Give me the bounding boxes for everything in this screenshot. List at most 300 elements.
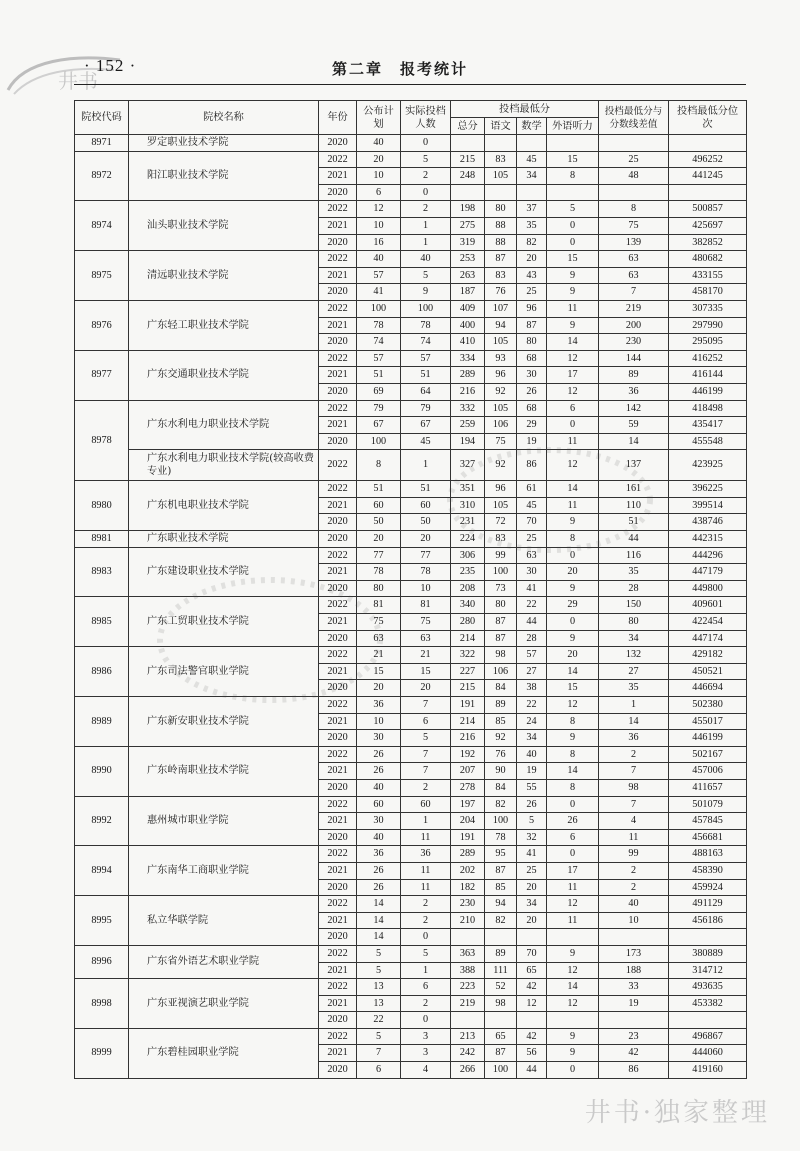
cell-year: 2021: [319, 663, 357, 680]
cell-listening: 11: [547, 912, 599, 929]
cell-math: 70: [517, 514, 547, 531]
admission-table-container: [74, 100, 746, 1079]
cell-diff: 2: [599, 862, 669, 879]
cell-total: 208: [451, 580, 485, 597]
cell-total: 409: [451, 300, 485, 317]
cell-plan: 40: [357, 251, 401, 268]
cell-chinese: 100: [485, 813, 517, 830]
cell-actual: 5: [401, 267, 451, 284]
cell-total: [451, 929, 485, 946]
cell-chinese: 82: [485, 912, 517, 929]
cell-year: 2021: [319, 497, 357, 514]
cell-listening: 9: [547, 1045, 599, 1062]
cell-diff: 34: [599, 630, 669, 647]
cell-plan: 21: [357, 647, 401, 664]
cell-actual: 75: [401, 614, 451, 631]
cell-plan: 36: [357, 697, 401, 714]
cell-diff: 219: [599, 300, 669, 317]
table-row: [75, 746, 747, 763]
cell-actual: 5: [401, 730, 451, 747]
cell-diff: 110: [599, 497, 669, 514]
cell-plan: 40: [357, 135, 401, 152]
cell-actual: 2: [401, 896, 451, 913]
school-code: 8972: [75, 151, 129, 201]
cell-actual: 20: [401, 680, 451, 697]
cell-diff: 188: [599, 962, 669, 979]
cell-year: 2021: [319, 367, 357, 384]
cell-math: 45: [517, 151, 547, 168]
cell-math: 22: [517, 697, 547, 714]
cell-listening: 0: [547, 614, 599, 631]
cell-diff: 14: [599, 433, 669, 450]
cell-total: 194: [451, 433, 485, 450]
cell-plan: 6: [357, 1062, 401, 1079]
cell-plan: 41: [357, 284, 401, 301]
cell-math: 35: [517, 217, 547, 234]
cell-rank: 295095: [669, 334, 747, 351]
cell-year: 2020: [319, 829, 357, 846]
cell-year: 2022: [319, 1028, 357, 1045]
cell-diff: [599, 135, 669, 152]
cell-diff: 2: [599, 879, 669, 896]
school-code: 8990: [75, 746, 129, 796]
cell-plan: 15: [357, 663, 401, 680]
cell-rank: 396225: [669, 481, 747, 498]
cell-listening: 0: [547, 796, 599, 813]
table-body: [75, 135, 747, 1079]
table-row: [75, 846, 747, 863]
cell-chinese: 85: [485, 713, 517, 730]
cell-actual: 77: [401, 547, 451, 564]
cell-rank: 307335: [669, 300, 747, 317]
cell-math: 68: [517, 400, 547, 417]
school-code: 8975: [75, 251, 129, 301]
school-name: 广东省外语艺术职业学院: [129, 945, 319, 978]
cell-diff: 99: [599, 846, 669, 863]
cell-math: 82: [517, 234, 547, 251]
cell-total: 187: [451, 284, 485, 301]
school-name-high-fee: 广东水利电力职业技术学院(较高收费专业): [129, 450, 319, 481]
cell-listening: 11: [547, 879, 599, 896]
cell-math: 20: [517, 879, 547, 896]
cell-listening: 0: [547, 846, 599, 863]
cell-actual: 64: [401, 383, 451, 400]
cell-actual: 21: [401, 647, 451, 664]
cell-listening: 14: [547, 663, 599, 680]
cell-math: 26: [517, 383, 547, 400]
cell-diff: 137: [599, 450, 669, 481]
cell-diff: 116: [599, 547, 669, 564]
cell-diff: 139: [599, 234, 669, 251]
cell-diff: 33: [599, 979, 669, 996]
cell-actual: 60: [401, 796, 451, 813]
cell-total: [451, 1012, 485, 1029]
cell-chinese: 94: [485, 317, 517, 334]
cell-chinese: 85: [485, 879, 517, 896]
cell-chinese: [485, 929, 517, 946]
cell-year: 2022: [319, 400, 357, 417]
cell-year: 2022: [319, 151, 357, 168]
cell-plan: 36: [357, 846, 401, 863]
cell-actual: 81: [401, 597, 451, 614]
cell-plan: 30: [357, 813, 401, 830]
cell-listening: 14: [547, 979, 599, 996]
cell-total: 215: [451, 151, 485, 168]
cell-plan: 5: [357, 1028, 401, 1045]
cell-plan: 26: [357, 879, 401, 896]
cell-plan: 60: [357, 497, 401, 514]
cell-year: 2021: [319, 713, 357, 730]
cell-year: 2022: [319, 896, 357, 913]
cell-rank: [669, 1012, 747, 1029]
cell-total: 319: [451, 234, 485, 251]
cell-actual: 51: [401, 367, 451, 384]
cell-diff: 7: [599, 284, 669, 301]
cell-year: 2022: [319, 547, 357, 564]
cell-total: 198: [451, 201, 485, 218]
cell-rank: 446199: [669, 730, 747, 747]
cell-total: 207: [451, 763, 485, 780]
cell-rank: 459924: [669, 879, 747, 896]
cell-plan: 10: [357, 713, 401, 730]
cell-math: 63: [517, 547, 547, 564]
cell-total: 214: [451, 630, 485, 647]
cell-plan: 5: [357, 945, 401, 962]
admission-table: [74, 100, 747, 1079]
cell-total: 259: [451, 417, 485, 434]
cell-plan: 57: [357, 267, 401, 284]
cell-listening: 11: [547, 497, 599, 514]
cell-diff: 7: [599, 796, 669, 813]
cell-total: 289: [451, 367, 485, 384]
cell-listening: 8: [547, 531, 599, 548]
cell-math: 22: [517, 597, 547, 614]
cell-chinese: 89: [485, 697, 517, 714]
table-row: [75, 151, 747, 168]
cell-plan: 16: [357, 234, 401, 251]
cell-actual: 1: [401, 217, 451, 234]
school-code: 8986: [75, 647, 129, 697]
cell-plan: 100: [357, 433, 401, 450]
cell-total: 204: [451, 813, 485, 830]
cell-year: 2022: [319, 481, 357, 498]
cell-rank: 409601: [669, 597, 747, 614]
school-name: 罗定职业技术学院: [129, 135, 319, 152]
cell-actual: 11: [401, 829, 451, 846]
cell-math: 55: [517, 779, 547, 796]
cell-year: 2022: [319, 597, 357, 614]
cell-diff: 35: [599, 564, 669, 581]
cell-actual: 11: [401, 879, 451, 896]
cell-listening: 6: [547, 829, 599, 846]
cell-chinese: 83: [485, 267, 517, 284]
cell-total: 202: [451, 862, 485, 879]
cell-actual: 0: [401, 929, 451, 946]
cell-year: 2021: [319, 564, 357, 581]
cell-chinese: 105: [485, 168, 517, 185]
col-chinese: 语文: [485, 118, 517, 135]
cell-plan: 100: [357, 300, 401, 317]
cell-year: 2020: [319, 433, 357, 450]
cell-year: 2020: [319, 135, 357, 152]
cell-total: 216: [451, 730, 485, 747]
cell-rank: 438746: [669, 514, 747, 531]
cell-actual: 3: [401, 1045, 451, 1062]
cell-plan: 7: [357, 1045, 401, 1062]
cell-total: 266: [451, 1062, 485, 1079]
cell-total: 278: [451, 779, 485, 796]
cell-year: 2020: [319, 879, 357, 896]
cell-diff: 75: [599, 217, 669, 234]
cell-year: 2021: [319, 168, 357, 185]
cell-plan: 6: [357, 184, 401, 201]
cell-plan: 78: [357, 317, 401, 334]
cell-actual: 11: [401, 862, 451, 879]
cell-actual: 79: [401, 400, 451, 417]
cell-actual: 1: [401, 450, 451, 481]
cell-total: 332: [451, 400, 485, 417]
cell-plan: 26: [357, 763, 401, 780]
cell-year: 2021: [319, 1045, 357, 1062]
cell-listening: 5: [547, 201, 599, 218]
cell-year: 2022: [319, 201, 357, 218]
cell-math: 38: [517, 680, 547, 697]
cell-math: 44: [517, 1062, 547, 1079]
cell-total: 213: [451, 1028, 485, 1045]
cell-rank: 449800: [669, 580, 747, 597]
cell-math: 44: [517, 614, 547, 631]
cell-math: 40: [517, 746, 547, 763]
cell-listening: 9: [547, 945, 599, 962]
school-name: 汕头职业技术学院: [129, 201, 319, 251]
cell-plan: 26: [357, 746, 401, 763]
table-row: [75, 201, 747, 218]
cell-rank: 422454: [669, 614, 747, 631]
cell-total: 275: [451, 217, 485, 234]
col-diff: 投档最低分与分数线差值: [599, 101, 669, 135]
table-row: [75, 979, 747, 996]
cell-year: 2021: [319, 614, 357, 631]
col-math: 数学: [517, 118, 547, 135]
cell-listening: 8: [547, 713, 599, 730]
cell-plan: 20: [357, 151, 401, 168]
cell-year: 2020: [319, 680, 357, 697]
table-row: [75, 531, 747, 548]
cell-rank: 411657: [669, 779, 747, 796]
cell-rank: 455548: [669, 433, 747, 450]
cell-diff: 89: [599, 367, 669, 384]
cell-diff: 86: [599, 1062, 669, 1079]
cell-chinese: 88: [485, 217, 517, 234]
table-row: [75, 697, 747, 714]
cell-math: 86: [517, 450, 547, 481]
school-code: 8976: [75, 300, 129, 350]
cell-year: 2022: [319, 251, 357, 268]
cell-year: 2022: [319, 450, 357, 481]
cell-listening: 8: [547, 168, 599, 185]
table-row: [75, 251, 747, 268]
cell-total: 224: [451, 531, 485, 548]
cell-chinese: 80: [485, 201, 517, 218]
cell-year: 2020: [319, 531, 357, 548]
cell-diff: 142: [599, 400, 669, 417]
table-row: [75, 481, 747, 498]
cell-total: 263: [451, 267, 485, 284]
cell-diff: 14: [599, 713, 669, 730]
cell-listening: 12: [547, 450, 599, 481]
cell-rank: 416252: [669, 350, 747, 367]
cell-plan: 14: [357, 912, 401, 929]
cell-actual: 20: [401, 531, 451, 548]
cell-diff: 63: [599, 251, 669, 268]
cell-actual: 2: [401, 201, 451, 218]
logo-text: 井书: [58, 69, 98, 93]
cell-chinese: 87: [485, 630, 517, 647]
school-name: 广东水利电力职业技术学院: [129, 400, 319, 450]
school-code: 8992: [75, 796, 129, 846]
cell-actual: 6: [401, 979, 451, 996]
school-name: 广东岭南职业技术学院: [129, 746, 319, 796]
cell-listening: 15: [547, 151, 599, 168]
cell-plan: 50: [357, 514, 401, 531]
cell-diff: 1: [599, 697, 669, 714]
cell-rank: 380889: [669, 945, 747, 962]
cell-actual: 7: [401, 746, 451, 763]
school-code: 8996: [75, 945, 129, 978]
cell-listening: 15: [547, 251, 599, 268]
cell-rank: 418498: [669, 400, 747, 417]
cell-listening: 12: [547, 995, 599, 1012]
school-name: 惠州城市职业学院: [129, 796, 319, 846]
cell-chinese: 82: [485, 796, 517, 813]
cell-math: [517, 184, 547, 201]
cell-chinese: 78: [485, 829, 517, 846]
cell-plan: 63: [357, 630, 401, 647]
cell-math: 87: [517, 317, 547, 334]
cell-total: 388: [451, 962, 485, 979]
cell-listening: [547, 1012, 599, 1029]
cell-diff: 63: [599, 267, 669, 284]
cell-total: 400: [451, 317, 485, 334]
cell-listening: 8: [547, 779, 599, 796]
cell-chinese: 73: [485, 580, 517, 597]
cell-diff: 35: [599, 680, 669, 697]
school-name: 广东亚视演艺职业学院: [129, 979, 319, 1029]
cell-diff: 4: [599, 813, 669, 830]
school-name: 广东机电职业技术学院: [129, 481, 319, 531]
cell-listening: 0: [547, 1062, 599, 1079]
cell-math: 32: [517, 829, 547, 846]
cell-diff: 28: [599, 580, 669, 597]
cell-math: 61: [517, 481, 547, 498]
cell-year: 2021: [319, 962, 357, 979]
cell-rank: 423925: [669, 450, 747, 481]
cell-listening: 17: [547, 862, 599, 879]
cell-diff: 230: [599, 334, 669, 351]
cell-listening: 0: [547, 417, 599, 434]
cell-listening: 12: [547, 350, 599, 367]
cell-actual: 9: [401, 284, 451, 301]
cell-chinese: 87: [485, 614, 517, 631]
cell-chinese: 72: [485, 514, 517, 531]
cell-math: 12: [517, 995, 547, 1012]
cell-diff: 59: [599, 417, 669, 434]
cell-diff: 8: [599, 201, 669, 218]
cell-year: 2020: [319, 284, 357, 301]
school-name: 广东碧桂园职业学院: [129, 1028, 319, 1078]
cell-total: 340: [451, 597, 485, 614]
cell-actual: 51: [401, 481, 451, 498]
cell-chinese: 111: [485, 962, 517, 979]
school-name: 广东建设职业技术学院: [129, 547, 319, 597]
cell-math: 28: [517, 630, 547, 647]
cell-math: 26: [517, 796, 547, 813]
cell-math: 68: [517, 350, 547, 367]
cell-plan: 13: [357, 979, 401, 996]
cell-actual: 3: [401, 1028, 451, 1045]
cell-diff: 98: [599, 779, 669, 796]
cell-total: 253: [451, 251, 485, 268]
col-name: 院校名称: [129, 101, 319, 135]
cell-diff: 10: [599, 912, 669, 929]
cell-listening: 12: [547, 896, 599, 913]
cell-listening: 9: [547, 630, 599, 647]
cell-chinese: 76: [485, 746, 517, 763]
school-name: 广东轻工职业技术学院: [129, 300, 319, 350]
cell-chinese: 98: [485, 647, 517, 664]
school-code: 8971: [75, 135, 129, 152]
cell-listening: 9: [547, 284, 599, 301]
cell-rank: [669, 135, 747, 152]
cell-listening: 9: [547, 267, 599, 284]
cell-rank: 447174: [669, 630, 747, 647]
cell-rank: 382852: [669, 234, 747, 251]
cell-year: 2021: [319, 417, 357, 434]
cell-rank: 444296: [669, 547, 747, 564]
cell-math: 34: [517, 730, 547, 747]
cell-rank: 501079: [669, 796, 747, 813]
cell-chinese: 100: [485, 564, 517, 581]
cell-chinese: 98: [485, 995, 517, 1012]
school-code: 8974: [75, 201, 129, 251]
cell-math: 41: [517, 580, 547, 597]
cell-listening: 14: [547, 334, 599, 351]
cell-total: 227: [451, 663, 485, 680]
school-code: 8989: [75, 697, 129, 747]
cell-listening: [547, 929, 599, 946]
cell-chinese: 106: [485, 663, 517, 680]
cell-total: 215: [451, 680, 485, 697]
cell-year: 2022: [319, 746, 357, 763]
cell-plan: 57: [357, 350, 401, 367]
cell-chinese: 75: [485, 433, 517, 450]
cell-year: 2021: [319, 813, 357, 830]
cell-listening: 9: [547, 317, 599, 334]
cell-year: 2020: [319, 514, 357, 531]
cell-diff: 11: [599, 829, 669, 846]
cell-plan: 8: [357, 450, 401, 481]
cell-year: 2020: [319, 730, 357, 747]
cell-listening: 12: [547, 962, 599, 979]
cell-chinese: 90: [485, 763, 517, 780]
cell-diff: 2: [599, 746, 669, 763]
cell-math: 56: [517, 1045, 547, 1062]
cell-math: 30: [517, 367, 547, 384]
cell-plan: 60: [357, 796, 401, 813]
table-row: [75, 597, 747, 614]
cell-diff: [599, 184, 669, 201]
cell-chinese: [485, 1012, 517, 1029]
